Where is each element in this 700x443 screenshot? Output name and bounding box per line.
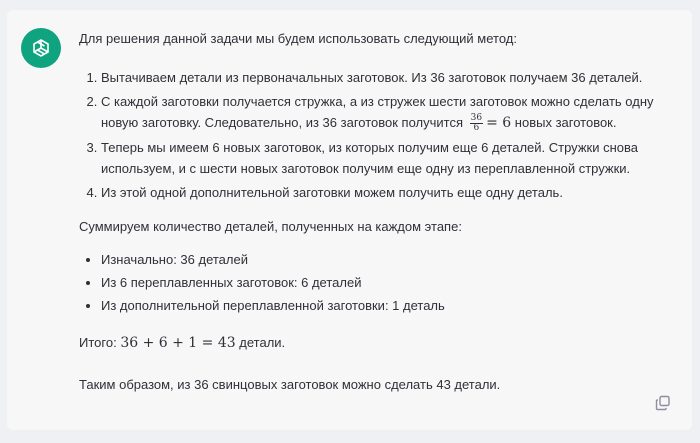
intro-text: Для решения данной задачи мы будем использовать следующий метод: — [79, 31, 517, 46]
openai-logo-icon — [21, 28, 61, 68]
copy-icon — [654, 394, 672, 412]
fraction — [470, 114, 483, 133]
list-item — [101, 91, 669, 134]
steps-list — [79, 67, 669, 203]
step-text: Из этой одной дополнительной заготовки можем получить еще одну деталь. — [101, 185, 563, 200]
list-item — [101, 182, 669, 203]
bullet-list — [79, 249, 669, 316]
step-text: С каждой заготовки получается стружка, а из стружек шести заготовок можно сделать одну новую заготовку. Следовательно, из 36 заготовок получится — [101, 94, 654, 130]
total-label: Итого: — [79, 335, 117, 350]
math-expression: = 6 — [486, 115, 512, 131]
list-item — [101, 67, 669, 88]
copy-button[interactable] — [654, 394, 672, 412]
total-math: 36 + 6 + 1 = 43 — [120, 335, 236, 351]
total-line — [79, 332, 669, 354]
fraction-numerator: 36 — [470, 113, 483, 124]
conclusion-text: Таким образом, из 36 свинцовых заготовок можно сделать 43 детали. — [79, 377, 501, 392]
step-text: Вытачиваем детали из первоначальных заготовок. Из 36 заготовок получаем 36 деталей. — [101, 70, 643, 85]
message-content — [79, 28, 669, 395]
total-suffix: детали. — [239, 335, 286, 350]
list-item: • Изначально: 36 деталей — [101, 249, 669, 270]
list-item: • Из 6 переплавленных заготовок: 6 деталей — [101, 272, 669, 293]
step-text: Теперь мы имеем 6 новых заготовок, из которых получим еще 6 деталей. Стружки снова используем, и с шести новых заготовок получим еще одну из переплавленной стружки. — [101, 140, 638, 176]
fraction-denominator: 6 — [473, 123, 480, 134]
list-item: • Из дополнительной переплавленной заготовки: 1 деталь — [101, 295, 669, 316]
assistant-message-card — [7, 10, 692, 430]
list-item — [101, 137, 669, 179]
sum-intro: Суммируем количество деталей, полученных на каждом этапе: — [79, 219, 462, 234]
step-text-after: новых заготовок. — [514, 115, 617, 130]
